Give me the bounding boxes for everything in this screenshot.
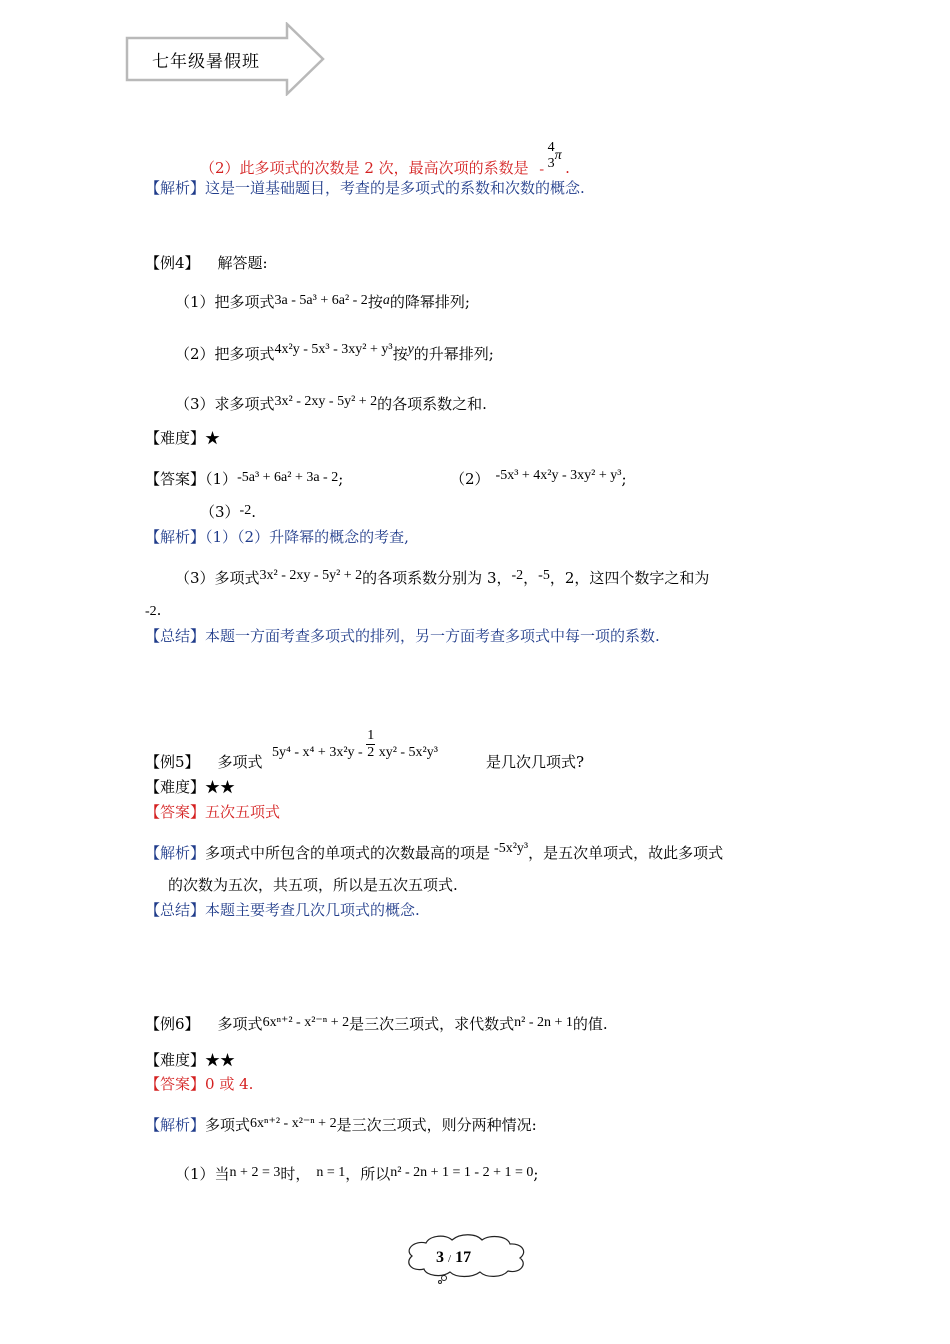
ex5-fraction: $\frac{1}{2}$ — [367, 728, 375, 760]
ex5-analysis-1: 【解析】多项式中所包含的单项式的次数最高的项是 -5x²y³，是五次单项式，故此多项式 — [145, 841, 724, 862]
ex5-heading: 【例5】 多项式 — [145, 753, 263, 771]
ex5-analysis-2: 的次数为五次，共五项，所以是五次五项式. — [168, 876, 458, 894]
ex5-polynomial: 5y⁴ - x⁴ + 3x²y - $\frac{1}{2}$ xy² - 5x²y³ — [272, 728, 438, 760]
ex4-answer-row-1: 【答案】（1）-5a³ + 6a² + 3a - 2; — [145, 470, 344, 488]
ex4-answer-2: （2） -5x³ + 4x²y - 3xy² + y³; — [450, 468, 627, 488]
difficulty-star-icon: ★★ — [205, 1051, 236, 1069]
ex4-heading: 【例4】 解答题: — [145, 254, 268, 272]
page-number: 3 / 17 — [436, 1249, 472, 1266]
coef-fraction: 4 3 — [547, 140, 555, 171]
ex3-analysis: 【解析】这是一道基础题目，考查的是多项式的系数和次数的概念. — [145, 179, 585, 197]
ex4-analysis-2: （3）多项式3x² - 2xy - 5y² + 2的各项系数分别为 3，-2，-5，2，这四个数字之和为 — [175, 568, 710, 587]
ex4-summary: 【总结】本题一方面考查多项式的排列，另一方面考查多项式中每一项的系数. — [145, 627, 660, 645]
ex6-difficulty: 【难度】★★ — [145, 1051, 236, 1069]
ex6-analysis: 【解析】多项式6xⁿ⁺² - x²⁻ⁿ + 2是三次三项式，则分两种情况: — [145, 1116, 537, 1134]
ex4-answer-3: （3）-2. — [200, 503, 256, 521]
banner-title: 七年级暑假班 — [152, 52, 260, 72]
ex4-analysis-3: -2. — [145, 601, 162, 619]
difficulty-star-icon: ★ — [205, 429, 221, 447]
ex5-question-suffix: 是几次几项式? — [486, 753, 585, 771]
ex4-question-1: （1）把多项式3a - 5a³ + 6a² - 2按a的降幂排列; — [175, 293, 470, 311]
difficulty-star-icon: ★★ — [205, 778, 236, 796]
ex4-question-2: （2）把多项式4x²y - 5x³ - 3xy² + y³按y的升幂排列; — [175, 342, 494, 363]
ex4-question-3: （3）求多项式3x² - 2xy - 5y² + 2的各项系数之和. — [175, 394, 487, 413]
ex5-difficulty: 【难度】★★ — [145, 778, 236, 796]
ex5-answer: 【答案】五次五项式 — [145, 803, 281, 821]
ex5-summary: 【总结】本题主要考查几次几项式的概念. — [145, 901, 420, 919]
ex6-answer: 【答案】0 或 4. — [145, 1075, 254, 1093]
ex6-heading: 【例6】 多项式6xⁿ⁺² - x²⁻ⁿ + 2是三次三项式，求代数式n² - 2n + 1的值. — [145, 1015, 608, 1033]
ex6-case-1: （1）当n + 2 = 3时， n = 1，所以n² - 2n + 1 = 1 - 2 + 1 = 0; — [175, 1165, 539, 1183]
ex3-answer-2: （2）此多项式的次数是 2 次，最高次项的系数是 - 4 3 π . — [200, 140, 570, 178]
ex4-difficulty: 【难度】★ — [145, 429, 221, 447]
ex4-analysis-1: 【解析】（1）（2）升降幂的概念的考查, — [145, 528, 409, 546]
